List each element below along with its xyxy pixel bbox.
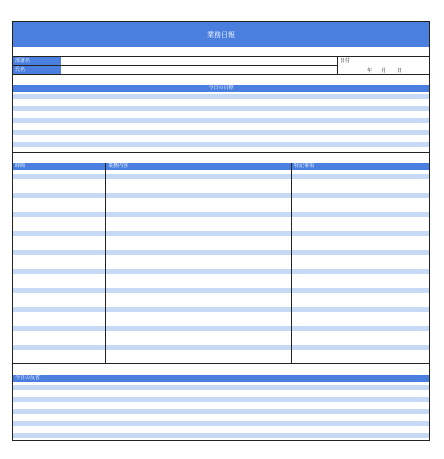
reflection-area[interactable] <box>13 382 429 440</box>
column-divider <box>105 163 106 363</box>
column-work: 業務内容 <box>108 163 129 169</box>
table-header <box>13 163 429 170</box>
goals-area[interactable] <box>13 92 429 152</box>
name-label: 氏名 <box>13 66 61 74</box>
divider <box>13 56 429 57</box>
dept-label: 部署名 <box>13 57 61 65</box>
reflection-heading-label: 今日の反省 <box>15 375 41 381</box>
date-label: 日付 <box>340 58 351 64</box>
divider <box>337 56 338 74</box>
date-day: 日 <box>397 68 403 74</box>
divider <box>13 152 429 153</box>
goals-heading: 今日の目標 <box>13 85 429 92</box>
daily-report-form <box>12 21 430 441</box>
divider <box>13 65 337 66</box>
divider <box>13 74 429 75</box>
table-body[interactable] <box>13 170 429 363</box>
divider <box>13 363 429 364</box>
date-month: 月 <box>381 68 387 74</box>
reflection-heading <box>13 375 429 382</box>
date-year: 年 <box>367 68 373 74</box>
form-title: 業務日報 <box>13 22 429 47</box>
column-time: 時間 <box>15 163 26 169</box>
column-divider <box>291 163 292 363</box>
column-notes: 特記事項 <box>294 163 315 169</box>
